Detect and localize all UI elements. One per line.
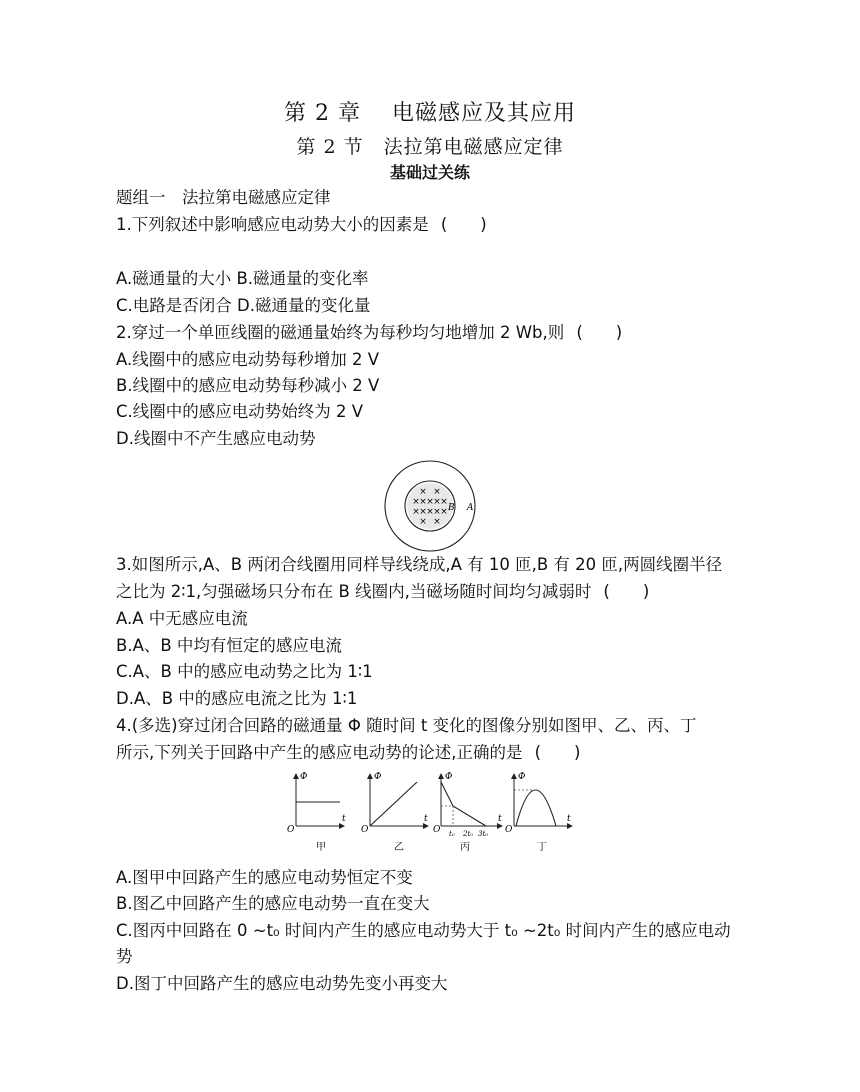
tick-3t0: 3t₀ — [478, 830, 489, 838]
q4-stem-text: 所示,下列关于回路中产生的感应电动势的论述,正确的是 — [116, 743, 523, 762]
field-cross-mark: × — [440, 497, 448, 507]
q4-option-b: B.图乙中回路产生的感应电动势一直在变大 — [116, 894, 430, 913]
group-title: 题组一 法拉第电磁感应定律 — [116, 188, 331, 207]
label-b: B — [448, 503, 455, 513]
x-axis-label: t — [424, 814, 428, 824]
field-cross-mark: × — [419, 487, 427, 497]
caption-jia: 甲 — [316, 842, 326, 853]
q3-option-d: D.A、B 中的感应电流之比为 1∶1 — [116, 689, 358, 708]
caption-bing: 丙 — [460, 842, 470, 853]
q4-stem-line2 — [116, 742, 593, 764]
caption-ding: 丁 — [537, 842, 547, 853]
q1-answer-bracket: ( ) — [440, 215, 487, 234]
q2-stem-text: 2.穿过一个单匝线圈的磁通量始终为每秒均匀地增加 2 Wb,则 — [116, 323, 565, 342]
graph-yi — [361, 772, 428, 853]
field-cross-mark: × — [433, 497, 441, 507]
q2-stem — [116, 322, 634, 344]
q4-answer-bracket: ( ) — [534, 743, 581, 762]
x-axis-label: t — [498, 814, 502, 824]
x-axis-label: t — [342, 814, 346, 824]
q3-stem-line2 — [116, 581, 661, 603]
q2-option-c: C.线圈中的感应电动势始终为 2 V — [116, 402, 364, 421]
q2-option-a: A.线圈中的感应电动势每秒增加 2 V — [116, 350, 380, 369]
tick-t0: t₀ — [449, 830, 455, 838]
q4-option-c-line1: C.图丙中回路在 0 ~t₀ 时间内产生的感应电动势大于 t₀ ~2t₀ 时间内产生的感应电动 — [116, 921, 731, 940]
field-cross-mark: × — [419, 517, 427, 527]
q1-stem — [116, 214, 499, 236]
q1-stem-text: 1.下列叙述中影响感应电动势大小的因素是 — [116, 215, 429, 234]
field-cross-mark: × — [433, 487, 441, 497]
q4-stem-line1: 4.(多选)穿过闭合回路的磁通量 Φ 随时间 t 变化的图像分别如图甲、乙、丙、丁 — [116, 716, 697, 735]
origin-label: O — [433, 825, 441, 835]
flux-curve — [441, 782, 486, 826]
field-cross-mark: × — [433, 517, 441, 527]
x-axis-label: t — [567, 814, 571, 824]
q4-option-d: D.图丁中回路产生的感应电动势先变小再变大 — [116, 974, 448, 993]
q3-option-b: B.A、B 中均有恒定的感应电流 — [116, 636, 342, 655]
q2-option-b: B.线圈中的感应电动势每秒减小 2 V — [116, 376, 380, 395]
q4-option-c-line2: 势 — [116, 947, 133, 966]
origin-label: O — [287, 825, 295, 835]
chapter-title: 第 2 章 电磁感应及其应用 — [284, 101, 576, 126]
field-cross-mark: × — [426, 497, 434, 507]
caption-yi: 乙 — [394, 842, 404, 853]
origin-label: O — [361, 825, 369, 835]
field-cross-mark: × — [419, 507, 427, 517]
q3-answer-bracket: ( ) — [603, 582, 650, 601]
flux-curve — [516, 790, 556, 826]
y-axis-label: Φ — [518, 772, 526, 782]
q4-option-a: A.图甲中回路产生的感应电动势恒定不变 — [116, 868, 413, 887]
section-title: 第 2 节 法拉第电磁感应定律 — [296, 136, 564, 158]
origin-label: O — [505, 825, 513, 835]
q3-stem-text: 之比为 2∶1,匀强磁场只分布在 B 线圈内,当磁场随时间均匀减弱时 — [116, 582, 592, 601]
field-cross-mark: × — [412, 497, 420, 507]
q1-options-ab: A.磁通量的大小 B.磁通量的变化率 — [116, 269, 369, 288]
field-cross-mark: × — [433, 507, 441, 517]
q2-option-d: D.线圈中不产生感应电动势 — [116, 429, 316, 448]
y-axis-label: Φ — [445, 772, 453, 782]
coils-figure — [384, 458, 478, 554]
tick-2t0: 2t₀ — [463, 830, 474, 838]
flux-graphs-figure — [284, 768, 576, 856]
field-cross-mark: × — [440, 507, 448, 517]
q3-option-c: C.A、B 中的感应电动势之比为 1∶1 — [116, 662, 373, 681]
drill-heading: 基础过关练 — [389, 163, 470, 182]
graph-jia — [287, 772, 346, 853]
y-axis-label: Φ — [300, 772, 308, 782]
field-cross-mark: × — [419, 497, 427, 507]
q3-stem-line1: 3.如图所示,A、B 两闭合线圈用同样导线绕成,A 有 10 匝,B 有 20 匝,两圆线圈半径 — [116, 555, 723, 574]
label-a: A — [467, 503, 474, 513]
flux-curve — [370, 782, 417, 826]
q3-option-a: A.A 中无感应电流 — [116, 609, 248, 628]
field-cross-mark: × — [412, 507, 420, 517]
graph-bing — [433, 772, 502, 853]
graph-ding — [505, 772, 572, 853]
y-axis-label: Φ — [374, 772, 382, 782]
q2-answer-bracket: ( ) — [576, 323, 623, 342]
field-cross-mark: × — [426, 507, 434, 517]
q1-options-cd: C.电路是否闭合 D.磁通量的变化量 — [116, 296, 371, 315]
